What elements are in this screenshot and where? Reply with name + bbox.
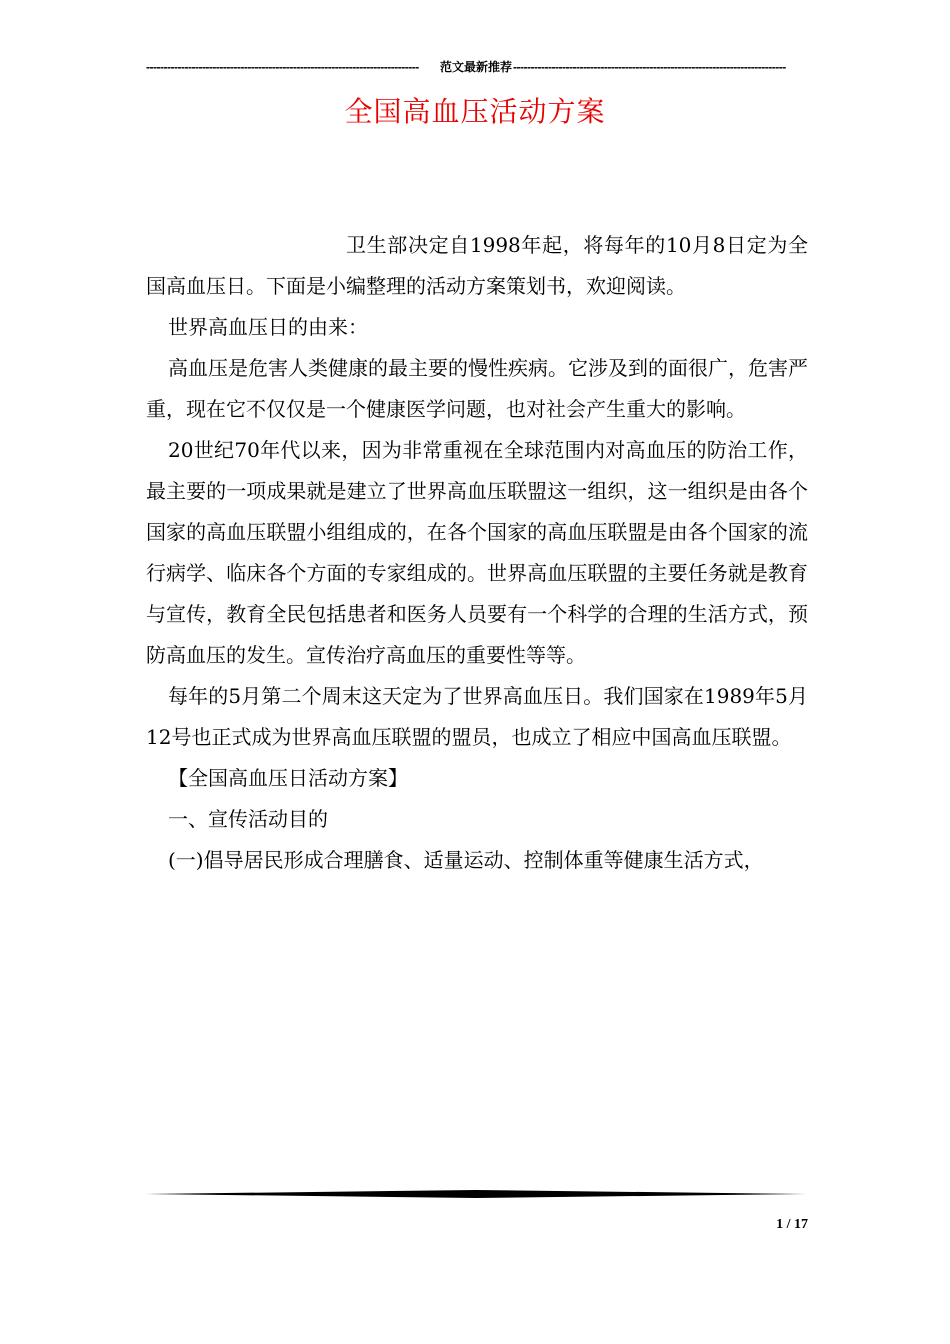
header-label: 范文最新推荐 (440, 60, 513, 74)
paragraph-item-one: (一)倡导居民形成合理膳食、适量运动、控制体重等健康生活方式， (168, 848, 764, 872)
paragraph-heading-origin: 世界高血压日的由来： (168, 315, 368, 339)
page-header (146, 58, 806, 75)
paragraph-hypertension-harm: 高血压是危害人类健康的最主要的慢性疾病。它涉及到的面很广，危害严重，现在它不仅仅是一个健康医学问题，也对社会产生重大的影响。 (146, 356, 808, 421)
paragraph-world-day: 每年的5月第二个周末这天定为了世界高血压日。我们国家在1989年5月12号也正式成为世界高血压联盟的盟员，也成立了相应中国高血压联盟。 (146, 684, 808, 749)
document-body (146, 225, 808, 881)
header-dashes-right: ------------------------------------------------------------------------------ (513, 59, 786, 74)
header-dashes-left: ------------------------------------------------------------------------------ (146, 59, 419, 74)
paragraph-league-history: 20世纪70年代以来，因为非常重视在全球范围内对高血压的防治工作，最主要的一项成果就是建立了世界高血压联盟这一组织，这一组织是由各个国家的高血压联盟小组组成的，在各个国家的高血压联盟是由各个国家的流行病学、临床各个方面的专家组成的。世界高血压联盟的主要任务就是教育与宣传，教育全民包括患者和医务人员要有一个科学的合理的生活方式，预防高血压的发生。宣传治疗高血压的重要性等等。 (146, 438, 808, 667)
document-title: 全国高血压活动方案 (344, 95, 606, 128)
paragraph-section-one: 一、宣传活动目的 (168, 807, 328, 831)
footer-rule (146, 1189, 806, 1199)
paragraph-section-title: 【全国高血压日活动方案】 (168, 766, 408, 790)
page-number: 1 / 17 (776, 1217, 808, 1232)
paragraph-intro: 卫生部决定自1998年起，将每年的10月8日定为全国高血压日。下面是小编整理的活动方案策划书，欢迎阅读。 (146, 233, 808, 298)
